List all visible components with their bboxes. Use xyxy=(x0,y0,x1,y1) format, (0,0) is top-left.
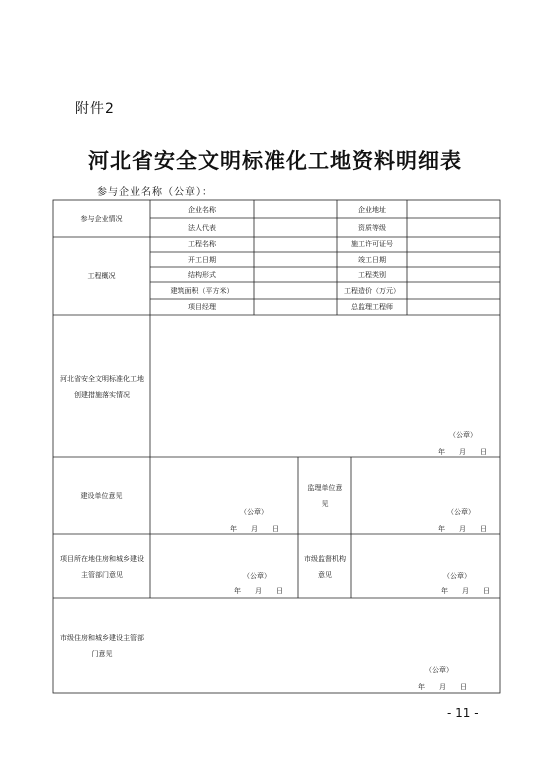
label-qualification: 资质等级 xyxy=(358,224,386,232)
label-start-date: 开工日期 xyxy=(188,256,216,264)
label-project-category: 工程类别 xyxy=(358,271,386,279)
date-local-housing: 年 月 日 xyxy=(234,587,283,595)
label-structure: 结构形式 xyxy=(188,271,216,279)
label-permit-no: 施工许可证号 xyxy=(351,240,393,248)
date-city-supervision: 年 月 日 xyxy=(441,587,490,595)
label-project-manager: 项目经理 xyxy=(188,303,216,311)
date-supervision: 年 月 日 xyxy=(438,525,487,533)
label-project-cost: 工程造价（万元） xyxy=(344,287,400,295)
section-project: 工程概况 xyxy=(87,272,116,280)
section-enterprise: 参与企业情况 xyxy=(80,215,123,223)
page-title: 河北省安全文明标准化工地资料明细表 xyxy=(88,148,462,173)
participant-label: 参与企业名称（公章）： xyxy=(97,187,213,198)
seal-city-supervision: （公章） xyxy=(443,572,471,580)
label-city-supervision-opinion: 市级监督机构意见 xyxy=(304,555,346,579)
seal-measures: （公章） xyxy=(449,431,477,439)
label-chief-supervisor: 总监理工程师 xyxy=(351,303,393,311)
page-number: - 11 - xyxy=(447,706,479,720)
seal-construction: （公章） xyxy=(240,508,268,516)
label-completion-date: 竣工日期 xyxy=(358,256,386,264)
label-legal-rep: 法人代表 xyxy=(188,224,216,232)
label-enterprise-name: 企业名称 xyxy=(188,206,216,214)
label-local-housing-opinion: 项目所在地住房和城乡建设主管部门意见 xyxy=(60,555,144,579)
label-supervision-opinion: 监理单位意见 xyxy=(307,484,343,508)
seal-supervision: （公章） xyxy=(447,508,475,516)
label-floor-area: 建筑面积（平方米） xyxy=(170,287,234,295)
label-enterprise-address: 企业地址 xyxy=(358,206,386,214)
label-city-housing-opinion: 市级住房和城乡建设主管部门意见 xyxy=(60,634,144,658)
label-project-name: 工程名称 xyxy=(188,240,216,248)
date-measures: 年 月 日 xyxy=(438,448,487,456)
date-construction: 年 月 日 xyxy=(230,525,279,533)
seal-local-housing: （公章） xyxy=(243,572,271,580)
seal-city-housing: （公章） xyxy=(425,666,453,674)
label-construction-opinion: 建设单位意见 xyxy=(80,492,123,500)
label-measures: 河北省安全文明标准化工地创建措施落实情况 xyxy=(60,375,144,399)
date-city-housing: 年 月 日 xyxy=(418,683,467,691)
attachment-label: 附件2 xyxy=(75,101,115,117)
